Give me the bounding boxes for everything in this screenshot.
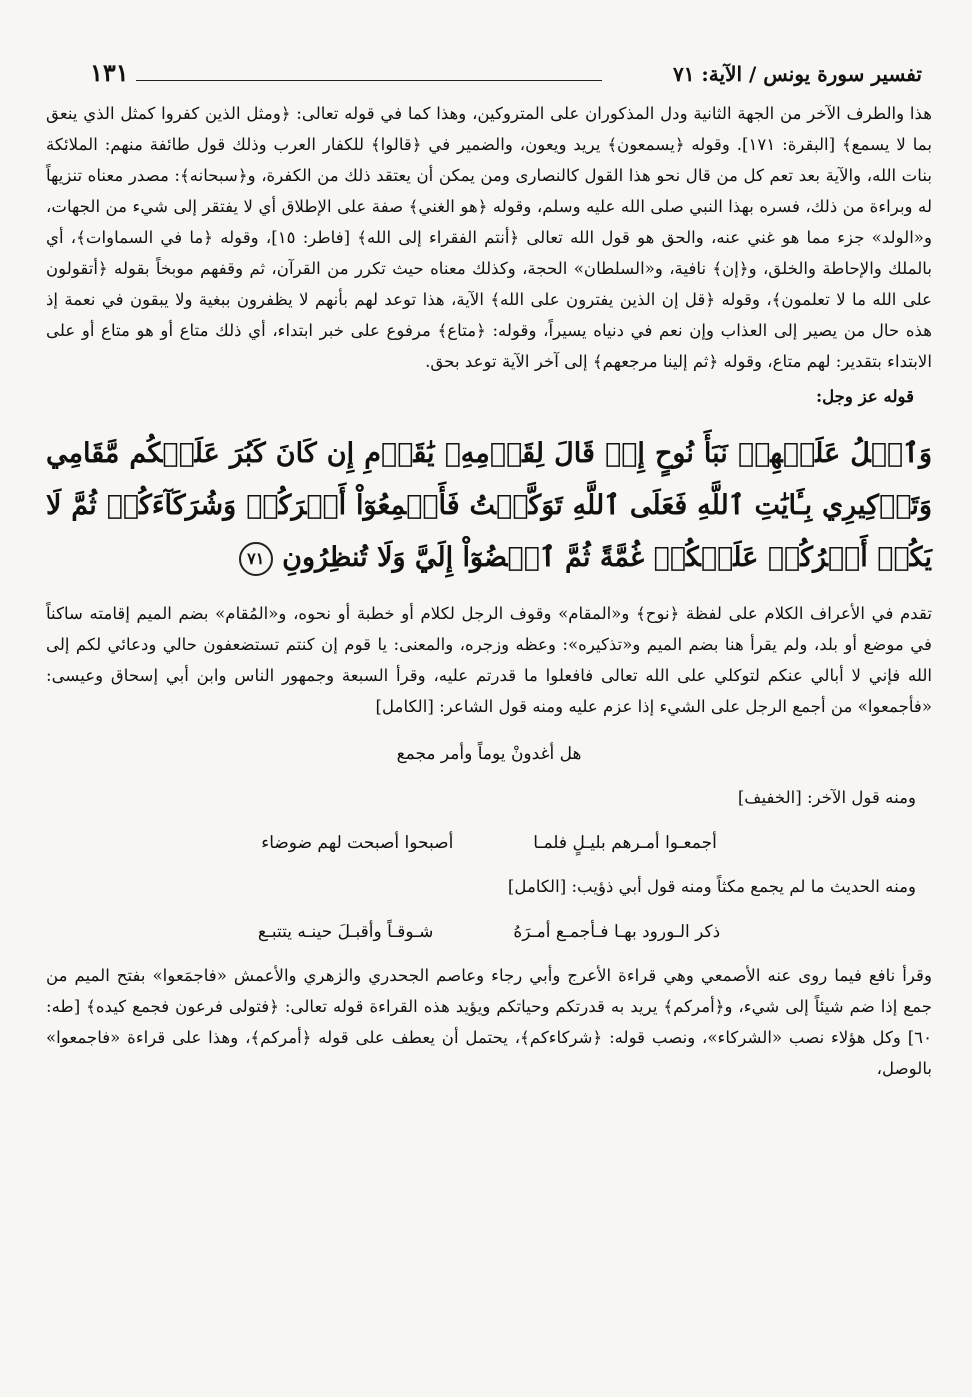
- quran-verse-text: وَٱتۡلُ عَلَيۡهِمۡ نَبَأَ نُوحٍ إِذۡ قَالَ لِقَوۡمِهِۦ يَٰقَوۡمِ إِن كَانَ كَبُرَ عَلَيۡكُم مَّقَامِي وَتَذۡكِيرِي بِـَٔايَٰتِ ٱللَّهِ فَعَلَى ٱللَّهِ تَوَكَّلۡتُ فَأَجۡمِعُوٓاْ أَمۡرَكُمۡ وَشُرَكَآءَكُمۡ ثُمَّ لَا يَكُنۡ أَمۡرُكُمۡ عَلَيۡكُمۡ غُمَّةً ثُمَّ ٱقۡضُوٓاْ إِلَيَّ وَلَا تُنظِرُونِ: [46, 438, 932, 573]
- page-header: [46, 58, 932, 98]
- poetry-intro-hadith: ومنه الحديث ما لم يجمع مكثاً ومنه قول أبي ذؤيب: [الكامل]: [507, 877, 916, 896]
- commentary-paragraph-3: وقرأ نافع فيما روى عنه الأصمعي وهي قراءة الأعرج وأبي رجاء وعاصم الجحدري والزهري والأعمش «فاجمَعوا» بفتح الميم من جمع إذا ضم شيئاً إلى شيء، و﴿أمركم﴾ يريد به قدرتكم وحياتكم ويؤيد هذه القراءة قوله تعالى: ﴿فتولى فرعون فجمع كيده﴾ [طه: ٦٠] وكل هؤلاء نصب «الشركاء»، ونصب قوله: ﴿شركاءكم﴾، يحتمل أن يعطف على قوله ﴿أمركم﴾، وهذا على قراءة «فاجمعوا» بالوصل،: [46, 966, 932, 1078]
- couplet-1-first-hemistich: أجمعـوا أمـرهم بليـلٍ فلمـا: [533, 833, 717, 853]
- commentary-paragraph-1: هذا والطرف الآخر من الجهة الثانية ودل المذكوران على المتروكين، وهذا كما في قوله تعالى: ﴿ومثل الذين كفروا كمثل الذي ينعق بما لا يسمع﴾ [البقرة: ١٧١]. وقوله ﴿يسمعون﴾ يريد ويعون، والضمير في ﴿قالوا﴾ للكفار العرب وذلك قول طائفة منهم: الملائكة بنات الله، والآية بعد تعم كل من قال نحو هذا القول كالنصارى ومن يمكن أن يعتقد ذلك من الكفرة، و﴿سبحانه﴾: مصدر معناه تنزيهاً له وبراءة من ذلك، فسره بهذا النبي صلى الله عليه وسلم، وقوله ﴿هو الغني﴾ صفة على الإطلاق أي لا يفتقر إلى شيء من الجهات، و«الولد» جزء مما هو غني عنه، والحق هو قول الله تعالى ﴿أنتم الفقراء إلى الله﴾ [فاطر: ١٥]، وقوله ﴿ما في السماوات﴾، أي بالملك والإحاطة والخلق، و﴿إن﴾ نافية، و«السلطان» الحجة، وكذلك معناه حيث تكرر من القرآن، ثم وقفهم موبخاً بقوله ﴿أتقولون على الله ما لا تعلمون﴾، وقوله ﴿قل إن الذين يفترون على الله﴾ الآية، هذا توعد لهم بأنهم لا يظفرون ببغية ولا يبقون في نعمة إذ هذه حال من يصير إلى العذاب وإن نعم في دنياه يسيراً، وقوله: ﴿متاع﴾ مرفوع على خبر ابتداء، أي ذلك متاع أو هو متاع أو على الابتداء بتقدير: لهم متاع، وقوله ﴿ثم إلينا مرجعهم﴾ إلى آخر الآية توعد بحق.: [46, 104, 932, 371]
- couplet-2-second-hemistich: شـوقـاً وأقبـلَ حينـه يتتبـع: [257, 922, 434, 942]
- ayah-number-mark: ٧١: [239, 542, 273, 576]
- couplet-2-first-hemistich: ذكر الـورود بهـا فـأجمـع أمـرَهُ: [513, 922, 721, 942]
- quran-verse: [46, 428, 932, 584]
- header-rule: [136, 80, 602, 81]
- poetry-verse-hemistich: هل أغدونْ يوماً وأمر مجمع: [396, 744, 582, 764]
- commentary-paragraph-2: تقدم في الأعراف الكلام على لفظة ﴿نوح﴾ و«المقام» وقوف الرجل لكلام أو خطبة أو نحوه، و«المُقام» بضم الميم إقامته ساكناً في موضع أو بلد، ولم يقرأ هنا بضم الميم و«تذكيره»: وعظه وزجره، والمعنى: يا قوم إن كنتم تستضعفون حالي ودعائي لكم إلى الله فإني لا أبالي عنكم لتوكلي على الله تعالى فافعلوا ما قدرتم عليه، وقرأ السبعة وجمهور الناس وابن أبي إسحاق وعيسى: «فأجمعوا» من أجمع الرجل على الشيء إذا عزم عليه ومنه قول الشاعر: [الكامل]: [46, 604, 932, 716]
- page-number: ١٣١: [90, 58, 129, 87]
- verse-intro-heading: قوله عز وجل:: [815, 386, 914, 406]
- couplet-1-second-hemistich: أصبحوا أصبحت لهم ضوضاء: [261, 833, 454, 853]
- poetry-couplet-1: [46, 825, 932, 861]
- running-head: تفسير سورة يونس / الآية: ٧١: [672, 62, 922, 86]
- poetry-couplet-2: [46, 914, 932, 950]
- poetry-intro-khafif: ومنه قول الآخر: [الخفيف]: [737, 788, 916, 807]
